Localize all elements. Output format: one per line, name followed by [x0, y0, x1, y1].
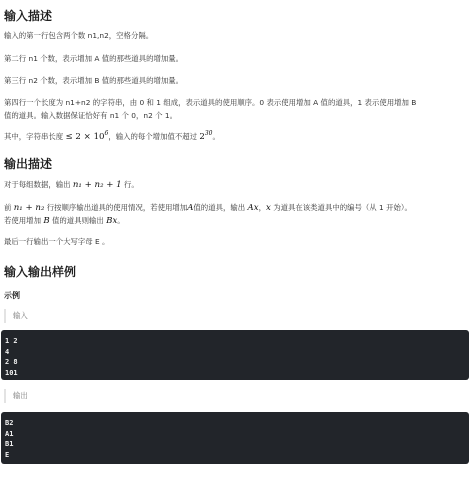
- constraint-middle: ，输入的每个增加值不超过: [108, 132, 198, 141]
- example-title: 示例: [4, 291, 20, 300]
- code-line: E: [5, 450, 10, 459]
- sample-input-code-block[interactable]: [1, 330, 469, 380]
- input-para-4-line-1: 第四行一个长度为 n1+n2 的字符串，由 0 和 1 组成，表示道具的使用顺序。0 表示使用增加 A 值的道具，1 表示使用增加 B: [4, 98, 417, 107]
- code-line: 1 2: [5, 337, 18, 345]
- output-para-2-line-2: 若使用增加 B 值的道具则输出 Bx。: [4, 216, 125, 226]
- output-description-heading: 输出描述: [4, 157, 53, 171]
- code-line: 2 8: [5, 358, 18, 366]
- input-para-4-line-2: 值的道具。输入数据保证恰好有 n1 个 0，n2 个 1。: [4, 111, 177, 120]
- constraint-prefix: 其中，字符串长度: [4, 132, 64, 141]
- output-para-3: 最后一行输出一个大写字母 E 。: [4, 237, 110, 246]
- code-line: B2: [5, 419, 14, 427]
- n1-plus-n2-math: n₁ + n₂: [13, 203, 45, 213]
- input-para-1: 输入的第一行包含两个数 n1,n2，空格分隔。: [4, 31, 154, 40]
- code-line: 4: [5, 347, 10, 356]
- code-line: 101: [5, 368, 18, 377]
- length-bound-math: ≤ $2 \times 10^6$: [65, 130, 109, 142]
- sample-output-code-block[interactable]: [1, 412, 469, 464]
- tab-sample-output[interactable]: 输出: [4, 389, 28, 403]
- output-para-1: 对于每组数据，输出 n₁ + n₂ + 1 行。: [4, 180, 139, 190]
- input-para-5: [4, 130, 220, 144]
- sample-heading: 输入输出样例: [4, 265, 77, 279]
- tab-sample-input[interactable]: 输入: [4, 309, 28, 323]
- x-math: x: [265, 203, 271, 213]
- line-count-math: n₁ + n₂ + 1: [72, 180, 122, 190]
- constraint-suffix: 。: [212, 132, 220, 141]
- input-para-2: 第二行 n1 个数，表示增加 A 值的那些道具的增加量。: [4, 54, 184, 63]
- code-line: B1: [5, 440, 14, 448]
- ax-math: Ax: [247, 203, 259, 213]
- code-line: A1: [5, 429, 14, 438]
- input-description-heading: 输入描述: [4, 9, 53, 23]
- a-math: A: [187, 203, 194, 213]
- bx-math: Bx: [106, 216, 118, 226]
- b-math: B: [43, 216, 50, 226]
- value-bound-math: $2^{30}$: [199, 130, 213, 142]
- input-para-3: 第三行 n2 个数，表示增加 B 值的那些道具的增加量。: [4, 76, 184, 85]
- output-para-2-line-1: 前 n₁ + n₂ 行按顺序输出道具的使用情况，若使用增加A值的道具，输出 Ax，x 为道具在该类道具中的编号（从 1 开始）。: [4, 203, 412, 213]
